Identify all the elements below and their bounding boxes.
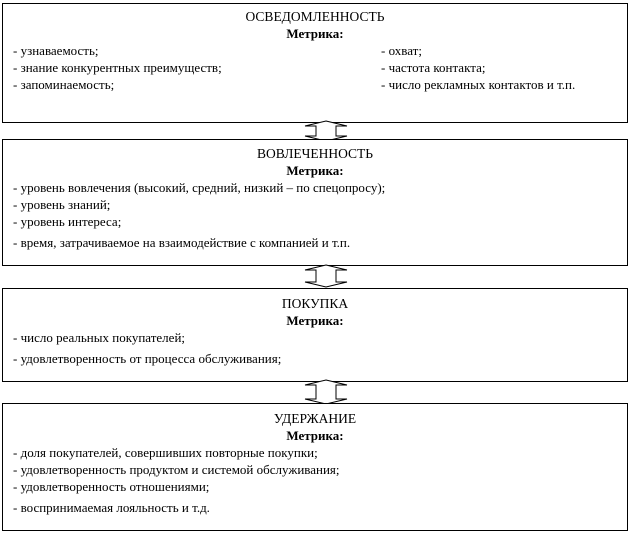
block-title: УДЕРЖАНИЕ: [273, 411, 357, 426]
block-engagement: [2, 139, 628, 266]
block-title: ВОВЛЕЧЕННОСТЬ: [256, 146, 374, 161]
metric-item: - запоминаемость;: [13, 77, 115, 92]
metric-item: - узнаваемость;: [13, 43, 99, 58]
metric-item: - уровень вовлечения (высокий, средний, низкий – по спецопросу);: [13, 180, 386, 195]
block-title: ОСВЕДОМЛЕННОСТЬ: [245, 9, 385, 24]
metric-item: - уровень знаний;: [13, 197, 111, 212]
block-retention: [2, 403, 628, 531]
metric-item: - число реальных покупателей;: [13, 330, 186, 345]
double-arrow-icon: [303, 379, 349, 405]
metric-item: - удовлетворенность продуктом и системой обслуживания;: [13, 462, 340, 477]
metric-item: - знание конкурентных преимуществ;: [13, 60, 222, 75]
metric-item: - число рекламных контактов и т.п.: [381, 77, 576, 92]
metric-column-left: [3, 42, 381, 93]
metric-column-right: [381, 42, 627, 93]
metric-label: Метрика:: [286, 163, 344, 178]
metric-label: Метрика:: [286, 428, 344, 443]
metric-label: Метрика:: [286, 313, 344, 328]
metric-item: - доля покупателей, совершивших повторные покупки;: [13, 445, 318, 460]
metric-item: - время, затрачиваемое на взаимодействие с компанией и т.п.: [13, 235, 351, 250]
metric-item: - уровень интереса;: [13, 214, 122, 229]
metric-item: - удовлетворенность от процесса обслуживания;: [13, 351, 282, 366]
block-purchase: [2, 288, 628, 382]
metric-item: - частота контакта;: [381, 60, 486, 75]
block-title: ПОКУПКА: [281, 296, 349, 311]
block-awareness: [2, 3, 628, 123]
metric-item: - охват;: [381, 43, 422, 58]
double-arrow-icon: [303, 264, 349, 288]
metric-item: - воспринимаемая лояльность и т.д.: [13, 500, 210, 515]
metric-label: Метрика:: [286, 26, 344, 41]
metric-columns: [3, 42, 627, 93]
metric-item: - удовлетворенность отношениями;: [13, 479, 210, 494]
